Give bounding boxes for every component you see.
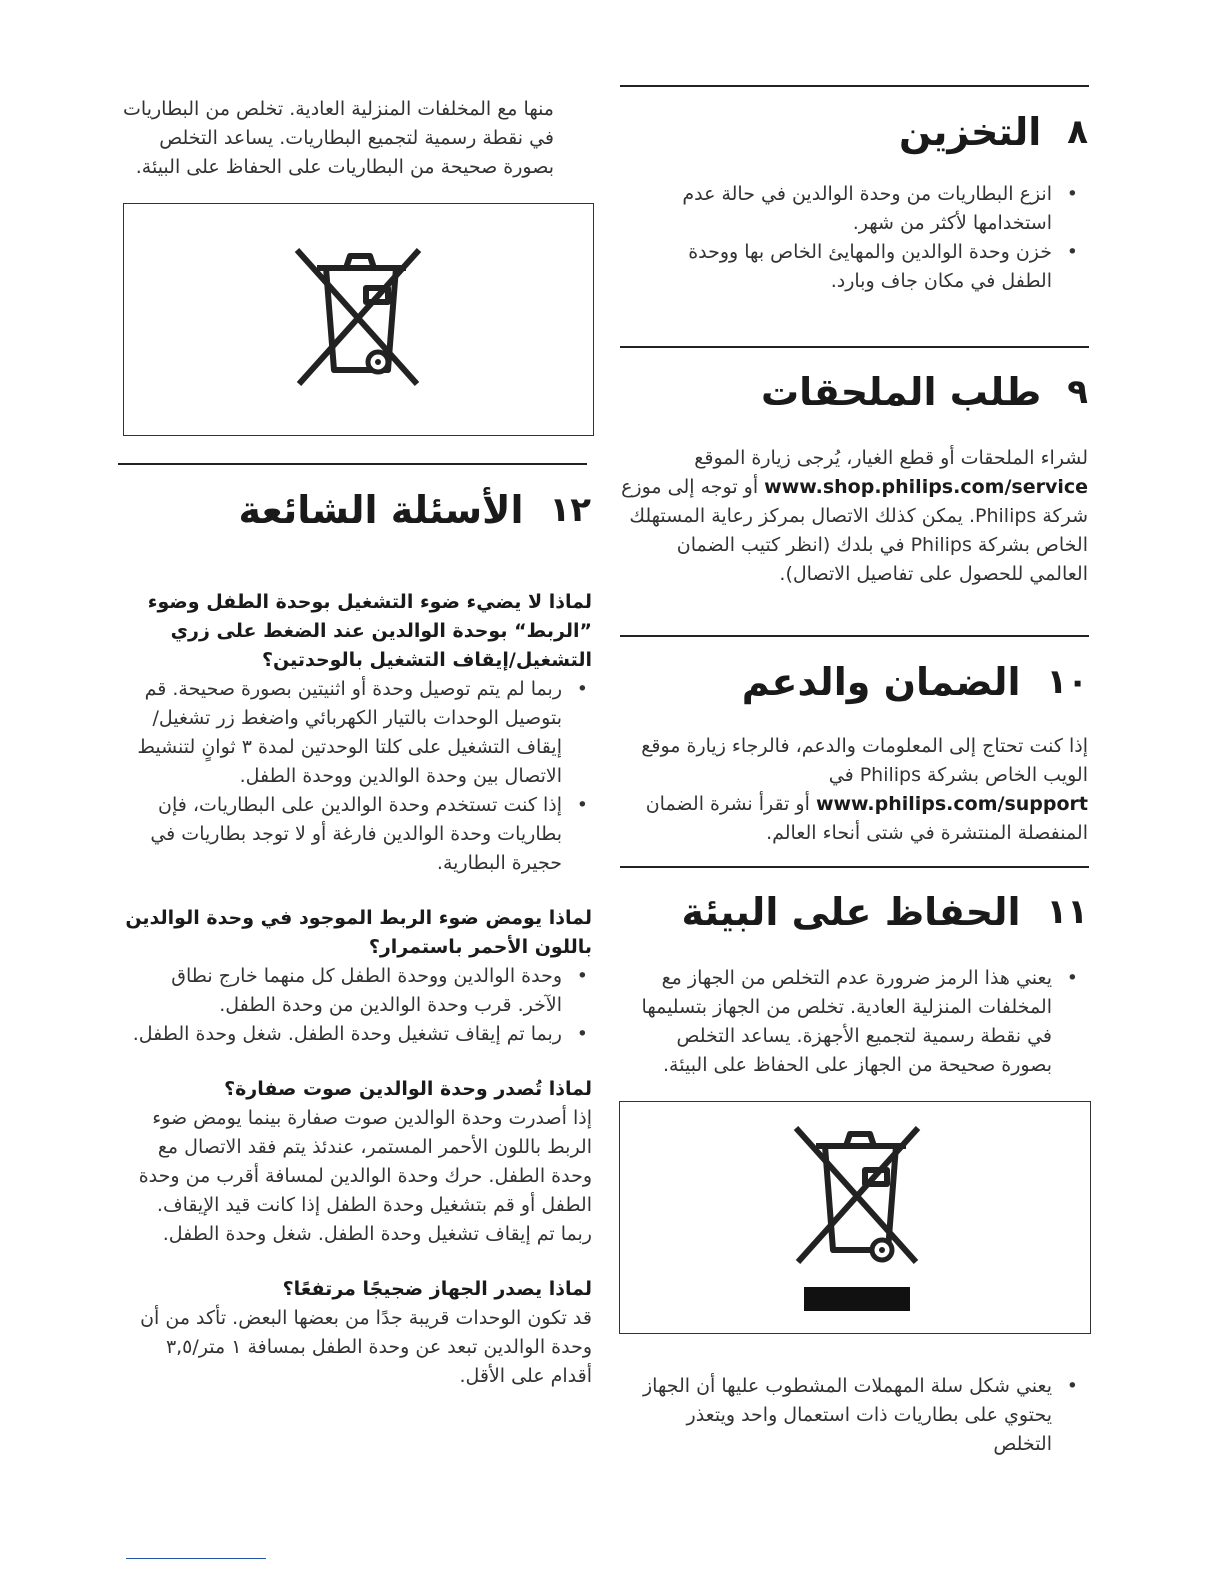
environment-bullet-1: • يعني هذا الرمز ضرورة عدم التخلص من الجهاز مع المخلفات المنزلية العادية. تخلص من الجهاز بتسليمها في نقطة رسمية لتجميع الأجهزة. يساعد التخلص بصورة صحيحة من الجهاز على الحفاظ على البيئة. xyxy=(632,964,1082,1080)
faq-item-2 xyxy=(122,904,592,1049)
section-11-title: الحفاظ على البيئة xyxy=(681,890,1021,934)
storage-body xyxy=(632,180,1082,296)
footer-line xyxy=(126,1558,266,1559)
environment-continuation xyxy=(114,95,554,182)
faq-question-2: لماذا يومض ضوء الربط الموجود في وحدة الوالدين باللون الأحمر باستمرار؟ xyxy=(125,907,592,958)
battery-symbol-box xyxy=(123,203,594,436)
storage-bullet-1: • انزع البطاريات من وحدة الوالدين في حالة عدم استخدامها لأكثر من شهر. xyxy=(632,180,1082,238)
faq-question-1: لماذا لا يضيء ضوء التشغيل بوحدة الطفل وضوء ”الربط“ بوحدة الوالدين عند الضغط على زري التشغيل/إيقاف التشغيل بالوحدتين؟ xyxy=(147,591,592,671)
warranty-text-2: أو تقرأ نشرة الضمان المنفصلة المنتشرة في شتى أنحاء العالم. xyxy=(645,793,1088,844)
section-11-heading xyxy=(681,890,1088,934)
faq-item-1 xyxy=(122,588,592,878)
section-8-heading xyxy=(899,110,1088,154)
warranty-text-1: إذا كنت تحتاج إلى المعلومات والدعم، فالرجاء زيارة موقع الويب الخاص بشركة Philips في xyxy=(641,735,1088,786)
warranty-url-link[interactable]: www.philips.com/support xyxy=(815,793,1088,815)
faq-body xyxy=(122,588,592,1391)
section-12-heading xyxy=(239,488,592,532)
faq-question-3: لماذا تُصدر وحدة الوالدين صوت صفارة؟ xyxy=(224,1078,592,1100)
section-8-title: التخزين xyxy=(898,110,1042,154)
section-12-rule xyxy=(118,463,587,465)
faq-answer-2-bullet-1: • وحدة الوالدين ووحدة الطفل كل منهما خارج نطاق الآخر. قرب وحدة الوالدين من وحدة الطفل. xyxy=(122,962,592,1020)
faq-question-4: لماذا يصدر الجهاز ضجيجًا مرتفعًا؟ xyxy=(282,1278,592,1300)
section-11-number: ١١ xyxy=(1046,892,1088,932)
faq-answer-1-bullet-2: • إذا كنت تستخدم وحدة الوالدين على البطاريات، فإن بطاريات وحدة الوالدين فارغة أو لا توجد بطاريات في حجيرة البطارية. xyxy=(122,791,592,878)
storage-bullet-2: • خزن وحدة الوالدين والمهايئ الخاص بها ووحدة الطفل في مكان جاف وبارد. xyxy=(632,238,1082,296)
section-12-number: ١٢ xyxy=(549,490,591,530)
section-10-heading xyxy=(742,660,1088,704)
accessories-url-link[interactable]: www.shop.philips.com/service xyxy=(764,476,1088,498)
environment-body-2 xyxy=(632,1372,1082,1459)
faq-answer-1-bullet-1: • ربما لم يتم توصيل وحدة أو اثنيتين بصورة صحيحة. قم بتوصيل الوحدات بالتيار الكهربائي واضغط زر تشغيل/إيقاف التشغيل على كلتا الوحدتين لمدة ٣ ثوانٍ لتنشيط الاتصال بين وحدة الوالدين ووحدة الطفل. xyxy=(122,675,592,791)
section-11-rule xyxy=(620,866,1089,868)
accessories-text-2: أو توجه إلى موزع شركة Philips. يمكن كذلك الاتصال بمركز رعاية المستهلك الخاص بشركة Philips في بلدك (انظر كتيب الضمان العالمي للحصول على تفاصيل الاتصال). xyxy=(621,476,1088,585)
section-9-title: طلب الملحقات xyxy=(761,370,1042,414)
faq-answer-3-paragraph-2: ربما تم إيقاف تشغيل وحدة الطفل. شغل وحدة الطفل. xyxy=(162,1223,592,1245)
faq-item-4 xyxy=(122,1275,592,1391)
warranty-body xyxy=(619,732,1088,848)
faq-answer-4-paragraph-1: قد تكون الوحدات قريبة جدًا من بعضها البعض. تأكد من أن وحدة الوالدين تبعد عن وحدة الطفل بمسافة ١ متر/٣,٥ أقدام على الأقل. xyxy=(140,1307,592,1387)
faq-answer-2-bullet-2: • ربما تم إيقاف تشغيل وحدة الطفل. شغل وحدة الطفل. xyxy=(122,1020,592,1049)
section-9-number: ٩ xyxy=(1067,372,1088,412)
crossed-out-wheelie-bin-with-bar-icon xyxy=(620,1102,1090,1333)
crossed-out-wheelie-bin-icon xyxy=(124,204,593,435)
faq-item-3 xyxy=(122,1075,592,1249)
accessories-text-1: لشراء الملحقات أو قطع الغيار، يُرجى زيارة الموقع xyxy=(694,447,1088,469)
section-9-heading xyxy=(761,370,1088,414)
environment-body-1 xyxy=(632,964,1082,1080)
section-12-title: الأسئلة الشائعة xyxy=(238,488,524,532)
battery-disposal-text: منها مع المخلفات المنزلية العادية. تخلص من البطاريات في نقطة رسمية لتجميع البطاريات. يساعد التخلص بصورة صحيحة من البطاريات على الحفاظ على البيئة. xyxy=(123,98,554,178)
weee-symbol-box xyxy=(619,1101,1091,1334)
section-10-rule xyxy=(620,635,1089,637)
section-8-number: ٨ xyxy=(1067,112,1088,152)
section-9-rule xyxy=(620,346,1089,348)
section-10-title: الضمان والدعم xyxy=(741,660,1021,704)
accessories-body xyxy=(619,444,1088,589)
section-8-rule xyxy=(620,85,1089,87)
section-10-number: ١٠ xyxy=(1046,662,1088,702)
environment-bullet-2: • يعني شكل سلة المهملات المشطوب عليها أن الجهاز يحتوي على بطاريات ذات استعمال واحد ويتعذر التخلص xyxy=(632,1372,1082,1459)
faq-answer-3-paragraph-1: إذا أصدرت وحدة الوالدين صوت صفارة بينما يومض ضوء الربط باللون الأحمر المستمر، عندئذ يتم فقد الاتصال مع وحدة الطفل. حرك وحدة الوالدين لمسافة أقرب من وحدة الطفل أو قم بتشغيل وحدة الطفل إذا كانت قيد الإيقاف. xyxy=(138,1107,592,1216)
